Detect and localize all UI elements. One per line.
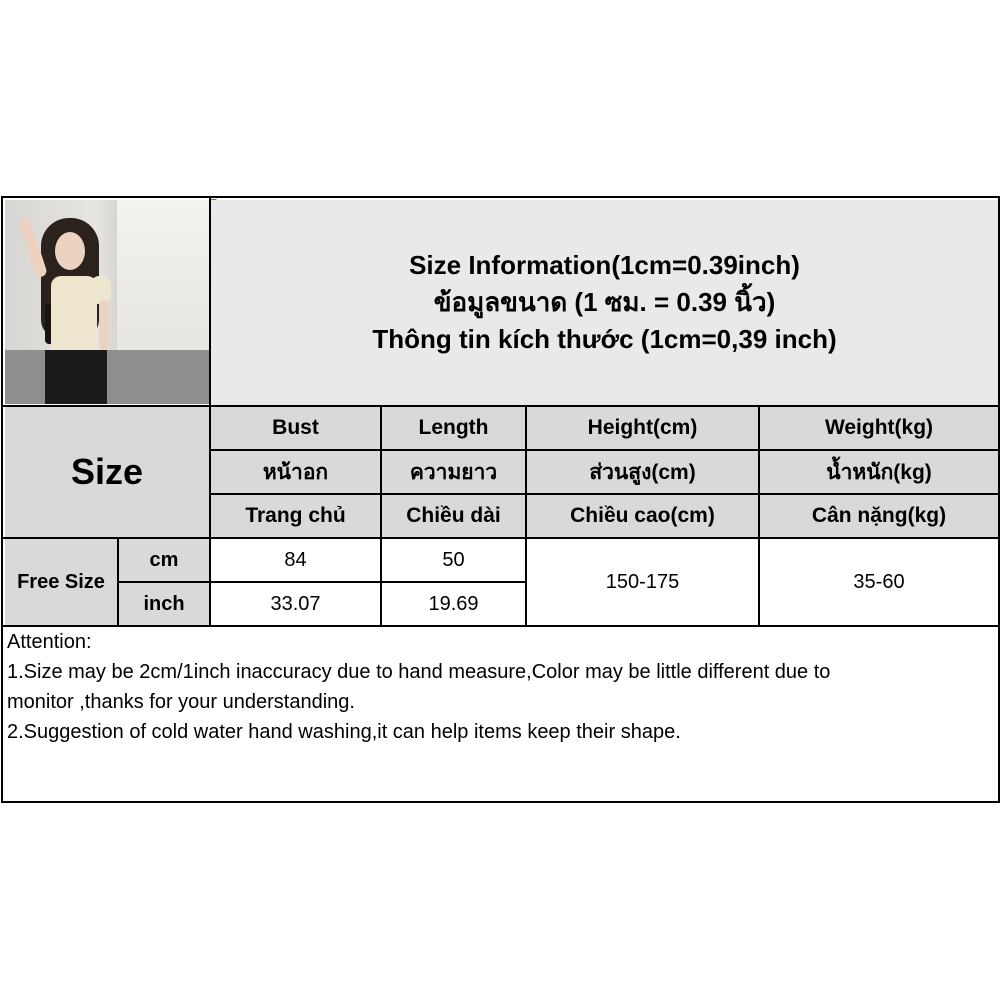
length-inch-value: 19.69 <box>428 592 479 615</box>
product-photo <box>5 200 209 404</box>
weight-header-vi: Cân nặng(kg) <box>760 495 998 537</box>
weight-header-en: Weight(kg) <box>760 407 998 449</box>
notes-heading: Attention: <box>7 631 92 653</box>
unit-cm: cm <box>119 539 209 581</box>
note-line-1: 1.Size may be 2cm/1inch inaccuracy due to hand measure,Color may be little different due to <box>7 661 831 683</box>
title-thai: ข้อมูลขนาด (1 ซม. = 0.39 นิ้ว) <box>433 287 776 317</box>
bust-header-en: Bust <box>211 407 380 449</box>
bust-header-th: หน้าอก <box>211 451 380 493</box>
bust-header-vi: Trang chủ <box>211 495 380 537</box>
size-chart <box>1 196 1000 803</box>
attention-notes <box>5 627 1000 747</box>
free-size-label: Free Size <box>5 539 117 625</box>
height-header-th: ส่วนสูง(cm) <box>527 451 758 493</box>
weight-value: 35-60 <box>853 570 905 593</box>
unit-inch: inch <box>119 583 209 625</box>
note-line-2: 2.Suggestion of cold water hand washing,it can help items keep their shape. <box>7 721 681 743</box>
length-cm-value: 50 <box>442 548 465 571</box>
length-header-vi: Chiều dài <box>382 495 525 537</box>
height-value: 150-175 <box>605 570 680 593</box>
bust-cm-value: 84 <box>284 548 307 571</box>
height-header-en: Height(cm) <box>527 407 758 449</box>
weight-header-th: น้ำหนัก(kg) <box>760 451 998 493</box>
size-info-title <box>211 200 998 405</box>
length-header-en: Length <box>382 407 525 449</box>
bust-inch-value: 33.07 <box>270 592 321 615</box>
length-header-th: ความยาว <box>382 451 525 493</box>
note-line-1-cont: monitor ,thanks for your understanding. <box>7 691 355 713</box>
size-header: Size <box>5 407 209 537</box>
height-header-vi: Chiều cao(cm) <box>527 495 758 537</box>
title-vietnamese: Thông tin kích thước (1cm=0,39 inch) <box>372 324 837 354</box>
title-english: Size Information(1cm=0.39inch) <box>409 250 800 280</box>
